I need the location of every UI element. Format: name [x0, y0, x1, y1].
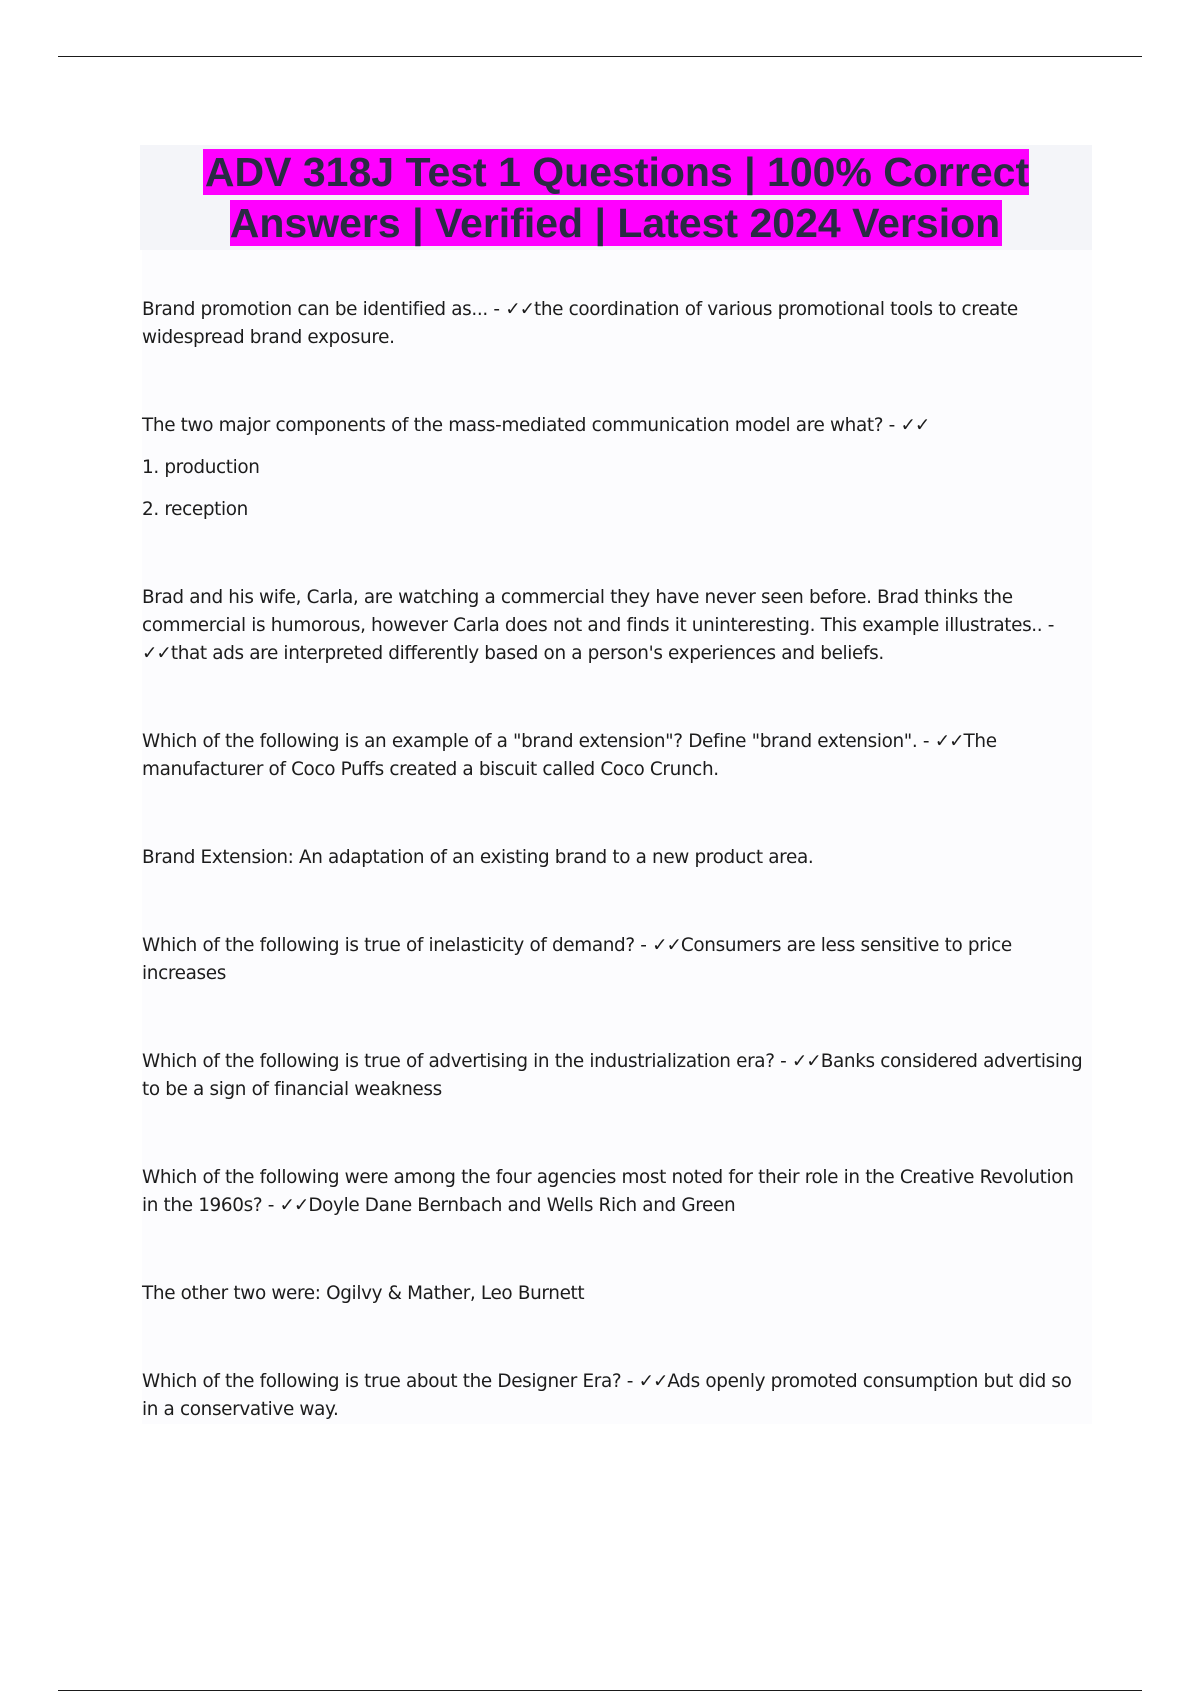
top-rule [58, 56, 1142, 57]
answer-text: Consumers are less sensitive to price increases [142, 935, 1012, 984]
double-check-icon: ✓✓ [142, 643, 171, 664]
double-check-icon: ✓✓ [505, 299, 535, 320]
qa-item [142, 412, 1086, 440]
document-title: ADV 318J Test 1 Questions | 100% Correct Answers | Verified | Latest 2024 Version [204, 149, 1030, 246]
double-check-icon: ✓✓ [652, 935, 681, 956]
double-check-icon: ✓✓ [900, 415, 930, 436]
answer-text: the coordination of various promotional tools to create widespread brand exposure. [142, 299, 1018, 348]
question-text: Which of the following is an example of a "brand extension"? Define "brand extension". - [142, 731, 930, 752]
list-item: 2. reception [142, 499, 248, 520]
question-text: The two major components of the mass-mediated communication model are what? - [142, 415, 895, 436]
title-block [140, 145, 1092, 250]
note-text: The other two were: Ogilvy & Mather, Leo Burnett [142, 1283, 585, 1304]
double-check-icon: ✓✓ [934, 731, 964, 752]
qa-item [142, 728, 1086, 784]
qa-item [142, 1048, 1086, 1104]
answer-text: that ads are interpreted differently based on a person's experiences and beliefs. [170, 643, 884, 664]
note-text: Brand Extension: An adaptation of an existing brand to a new product area. [142, 847, 814, 868]
answer-text: Doyle Dane Bernbach and Wells Rich and Green [308, 1195, 736, 1216]
qa-item [142, 584, 1086, 668]
question-text: Which of the following is true of advertising in the industrialization era? - [142, 1051, 787, 1072]
double-check-icon: ✓✓ [791, 1051, 821, 1072]
bottom-rule [58, 1690, 1142, 1691]
question-text: Brad and his wife, Carla, are watching a commercial they have never seen before. Brad thinks the commercial is humorous, however Carla does not and finds it uninteresting. This example illustrates.. - [142, 587, 1055, 636]
answer-text: Ads openly promoted consumption but did so in a conservative way. [142, 1371, 1072, 1420]
qa-item [142, 1368, 1086, 1424]
question-text: Which of the following is true of inelasticity of demand? - [142, 935, 647, 956]
question-text: Brand promotion can be identified as... - [142, 299, 500, 320]
qa-item [142, 1164, 1086, 1220]
list-item: 1. production [142, 457, 260, 478]
document-page [142, 145, 1092, 1424]
qa-item [142, 932, 1086, 988]
answer-text: The manufacturer of Coco Puffs created a biscuit called Coco Crunch. [142, 731, 997, 780]
question-text: Which of the following is true about the Designer Era? - [142, 1371, 634, 1392]
qa-list [142, 296, 1092, 1424]
answer-text: Banks considered advertising to be a sign of financial weakness [142, 1051, 1083, 1100]
qa-item [142, 296, 1086, 352]
question-text: Which of the following were among the four agencies most noted for their role in the Creative Revolution in the 1960s? - [142, 1167, 1074, 1216]
double-check-icon: ✓✓ [279, 1195, 309, 1216]
double-check-icon: ✓✓ [638, 1371, 668, 1392]
